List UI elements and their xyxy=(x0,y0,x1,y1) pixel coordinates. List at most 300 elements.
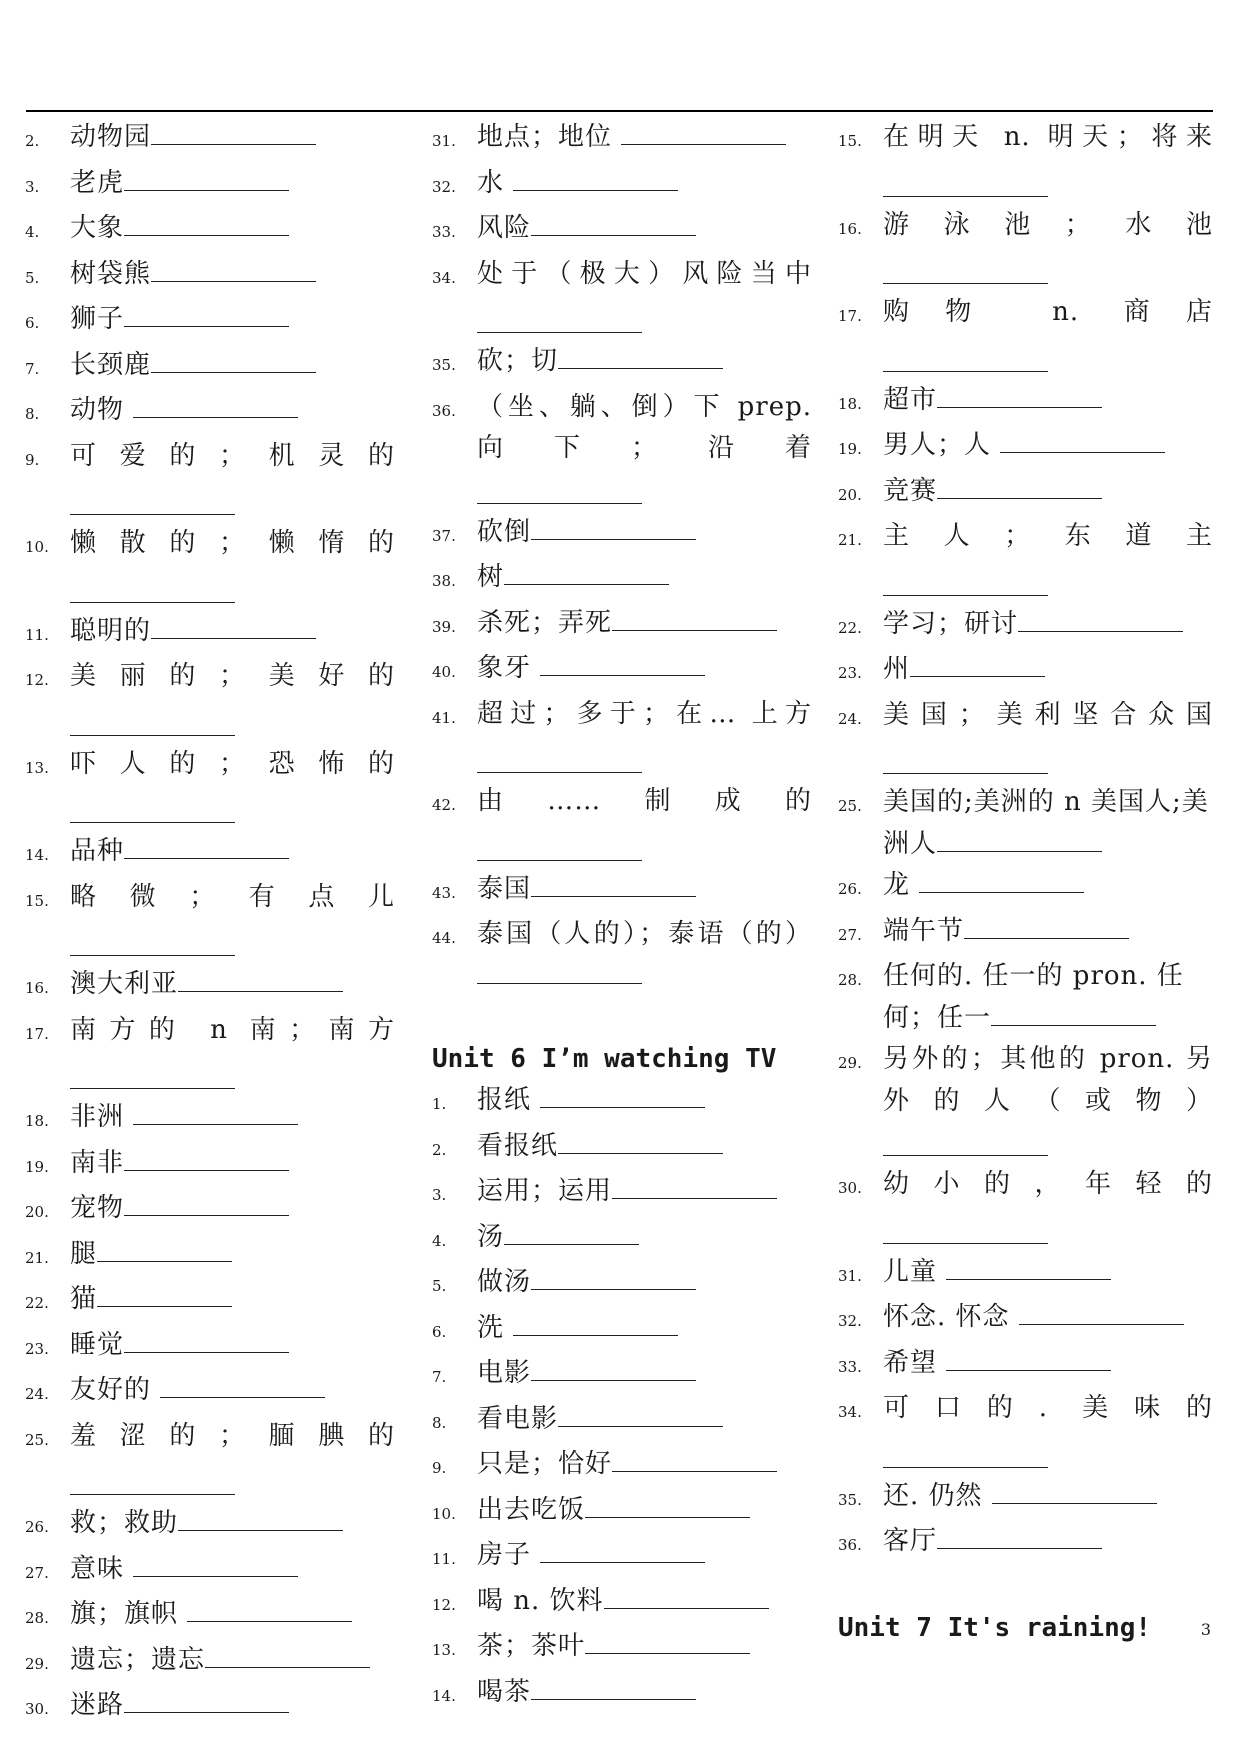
item-number: 39. xyxy=(432,617,456,636)
item-number: 16. xyxy=(25,979,49,997)
item-text xyxy=(477,1535,812,1577)
answer-blank[interactable] xyxy=(992,1477,1157,1504)
answer-blank[interactable] xyxy=(70,1467,235,1495)
item-label: 美国的;美洲的 n 美国人;美洲人 xyxy=(883,787,1209,859)
item-text xyxy=(477,1080,812,1122)
item-label: 腿 xyxy=(70,1238,98,1269)
item-text xyxy=(70,1503,395,1545)
item-text xyxy=(70,1325,395,1367)
answer-blank[interactable] xyxy=(585,1627,750,1654)
answer-line-row xyxy=(838,1434,1213,1476)
answer-blank[interactable] xyxy=(531,1354,696,1381)
item-text xyxy=(70,299,395,341)
item-number: 28. xyxy=(838,971,862,989)
item-text xyxy=(70,436,395,478)
answer-line-holder xyxy=(883,1122,1213,1164)
vocab-item xyxy=(432,1444,812,1490)
answer-blank[interactable] xyxy=(540,1081,705,1108)
vocab-item xyxy=(432,603,812,649)
indent xyxy=(838,1210,883,1214)
vocab-item xyxy=(25,1503,395,1549)
vocab-item xyxy=(838,1476,1213,1522)
vocab-item xyxy=(25,345,395,391)
item-text xyxy=(70,1594,395,1636)
vocab-item xyxy=(432,117,812,163)
indent xyxy=(838,338,883,342)
vocab-item xyxy=(25,1097,395,1143)
vocab-item xyxy=(432,1399,812,1445)
vocab-item xyxy=(25,1279,395,1325)
item-number: 12. xyxy=(432,1595,456,1614)
vocab-item xyxy=(838,117,1213,163)
vocab-item xyxy=(25,1416,395,1462)
answer-blank[interactable] xyxy=(477,476,642,504)
indent xyxy=(838,163,883,167)
item-number: 36. xyxy=(432,401,456,420)
item-text xyxy=(70,611,395,653)
answer-line-holder xyxy=(883,338,1213,380)
vocab-item xyxy=(432,781,812,827)
vocab-item xyxy=(432,694,812,740)
answer-line-holder xyxy=(70,569,395,611)
item-text xyxy=(70,163,395,205)
item-number: 24. xyxy=(838,709,862,728)
item-number: 20. xyxy=(25,1203,49,1221)
answer-blank[interactable] xyxy=(937,1522,1102,1549)
answer-blank[interactable] xyxy=(883,1128,1048,1156)
item-text xyxy=(477,557,812,599)
answer-line-holder xyxy=(70,481,395,523)
answer-blank[interactable] xyxy=(513,164,678,191)
vocab-item xyxy=(432,1626,812,1672)
item-text xyxy=(70,1143,395,1185)
answer-blank[interactable] xyxy=(504,1218,639,1245)
vocab-item xyxy=(432,869,812,915)
answer-blank[interactable] xyxy=(604,1582,769,1609)
item-label: 猫 xyxy=(70,1284,98,1314)
answer-blank[interactable] xyxy=(178,965,343,992)
vocab-item xyxy=(838,1521,1213,1567)
item-label: 任何的. 任一的 pron. 任何；任一 xyxy=(883,961,1184,1033)
item-number: 31. xyxy=(838,1266,862,1285)
answer-blank[interactable] xyxy=(621,118,786,145)
item-label: 游泳池；水池 xyxy=(883,209,1213,240)
item-label: 杀死；弄死 xyxy=(477,607,613,638)
indent xyxy=(25,1055,70,1059)
vocab-item xyxy=(25,299,395,345)
item-text xyxy=(883,292,1213,334)
item-number: 33. xyxy=(838,1357,862,1376)
answer-blank[interactable] xyxy=(612,1445,777,1472)
item-number: 25. xyxy=(838,797,862,815)
item-label: 砍；切 xyxy=(477,346,559,376)
item-text xyxy=(883,1252,1213,1294)
item-label: 看报纸 xyxy=(477,1130,559,1161)
answer-blank[interactable] xyxy=(883,746,1048,774)
answer-blank[interactable] xyxy=(477,305,642,333)
item-text xyxy=(883,956,1213,1039)
vocab-item xyxy=(838,1164,1213,1210)
item-number: 13. xyxy=(25,758,49,777)
item-label: 美丽的；美好的 xyxy=(70,661,395,691)
item-label: 男人；人 xyxy=(883,430,1001,460)
item-number: 13. xyxy=(432,1641,456,1659)
answer-blank[interactable] xyxy=(70,795,235,823)
answer-blank[interactable] xyxy=(883,169,1048,197)
answer-blank[interactable] xyxy=(124,300,289,327)
answer-blank[interactable] xyxy=(585,1491,750,1518)
column-1 xyxy=(25,117,395,1731)
item-label: 羞涩的；腼腆的 xyxy=(70,1420,395,1451)
vocab-item xyxy=(838,425,1213,471)
vocab-item xyxy=(25,523,395,569)
item-text xyxy=(883,471,1213,513)
item-text xyxy=(477,387,812,470)
item-text xyxy=(883,695,1213,737)
item-text xyxy=(70,208,395,250)
item-text xyxy=(477,208,812,250)
answer-blank[interactable] xyxy=(883,344,1048,372)
item-text xyxy=(883,1388,1213,1430)
answer-blank[interactable] xyxy=(612,604,777,631)
answer-blank[interactable] xyxy=(1000,426,1165,453)
item-text xyxy=(883,425,1213,467)
item-number: 28. xyxy=(25,1609,49,1627)
item-number: 24. xyxy=(25,1385,49,1403)
item-text xyxy=(70,117,395,159)
indent xyxy=(25,702,70,706)
answer-blank[interactable] xyxy=(151,118,316,145)
answer-blank[interactable] xyxy=(124,1326,289,1353)
item-number: 38. xyxy=(432,572,456,590)
vocab-item xyxy=(25,117,395,163)
answer-blank[interactable] xyxy=(178,1504,343,1531)
answer-blank[interactable] xyxy=(883,1216,1048,1244)
item-number: 25. xyxy=(25,1430,49,1449)
answer-line-row xyxy=(838,338,1213,380)
item-label: 可口的. 美味的 xyxy=(883,1393,1213,1423)
item-number: 37. xyxy=(432,526,456,545)
vocab-item xyxy=(25,964,395,1010)
item-number: 8. xyxy=(432,1413,447,1432)
item-label: 希望 xyxy=(883,1347,947,1378)
page-number: 3 xyxy=(1200,1620,1211,1639)
item-number: 10. xyxy=(432,1504,456,1523)
item-text xyxy=(70,1640,395,1682)
answer-line-holder xyxy=(883,163,1213,205)
vocab-item xyxy=(25,656,395,702)
answer-blank[interactable] xyxy=(187,1595,352,1622)
item-number: 41. xyxy=(432,708,456,727)
vocab-item xyxy=(25,254,395,300)
vocab-item xyxy=(25,1640,395,1686)
answer-blank[interactable] xyxy=(991,999,1156,1026)
indent xyxy=(432,739,477,743)
answer-blank[interactable] xyxy=(477,745,642,773)
item-label: 房子 xyxy=(477,1540,541,1570)
answer-blank[interactable] xyxy=(151,346,316,373)
answer-blank[interactable] xyxy=(937,825,1102,852)
item-number: 32. xyxy=(432,177,456,196)
answer-blank[interactable] xyxy=(124,164,289,191)
answer-line-row xyxy=(25,569,395,611)
answer-blank[interactable] xyxy=(964,912,1129,939)
answer-blank[interactable] xyxy=(151,612,316,639)
answer-blank[interactable] xyxy=(1019,1298,1184,1325)
item-number: 29. xyxy=(838,1054,862,1072)
item-number: 5. xyxy=(25,268,40,287)
vocab-item xyxy=(25,877,395,923)
answer-blank[interactable] xyxy=(70,928,235,956)
item-number: 18. xyxy=(25,1112,49,1130)
item-text xyxy=(883,782,1213,865)
item-text xyxy=(70,656,395,698)
item-label: 南非 xyxy=(70,1147,125,1178)
column-3 xyxy=(838,117,1213,1650)
item-number: 40. xyxy=(432,663,456,681)
answer-blank[interactable] xyxy=(160,1371,325,1398)
item-number: 35. xyxy=(432,356,456,374)
answer-blank[interactable] xyxy=(477,957,642,984)
answer-blank[interactable] xyxy=(937,472,1102,499)
indent xyxy=(432,299,477,303)
vocab-item xyxy=(432,163,812,209)
vocab-item xyxy=(25,1325,395,1371)
item-label: 洗 xyxy=(477,1312,514,1343)
item-number: 21. xyxy=(838,531,862,549)
item-label: 聪明的 xyxy=(70,615,152,646)
item-text xyxy=(477,1262,812,1304)
item-label: 澳大利亚 xyxy=(70,969,179,999)
answer-blank[interactable] xyxy=(151,255,316,282)
vocab-item xyxy=(838,1039,1213,1122)
vocab-item xyxy=(432,1262,812,1308)
answer-blank[interactable] xyxy=(124,1144,289,1171)
vocab-item xyxy=(838,516,1213,562)
item-label: 动物 xyxy=(70,395,134,425)
vocab-item xyxy=(838,205,1213,251)
item-label: 喝茶 xyxy=(477,1676,532,1707)
answer-blank[interactable] xyxy=(124,832,289,859)
vocab-item xyxy=(838,911,1213,957)
answer-blank[interactable] xyxy=(531,513,696,540)
item-number: 14. xyxy=(432,1686,456,1705)
item-label: 学习；研讨 xyxy=(883,608,1019,639)
indent xyxy=(838,1122,883,1126)
item-label: 水 xyxy=(477,167,514,198)
item-label: 电影 xyxy=(477,1358,532,1388)
answer-blank[interactable] xyxy=(133,391,298,418)
answer-line-row xyxy=(432,739,812,781)
item-label: 喝 n. 饮料 xyxy=(477,1585,604,1616)
answer-blank[interactable] xyxy=(70,708,235,736)
answer-blank[interactable] xyxy=(540,649,705,676)
item-text xyxy=(477,1308,812,1350)
answer-blank[interactable] xyxy=(124,1189,289,1216)
answer-blank[interactable] xyxy=(133,1098,298,1125)
indent xyxy=(25,569,70,573)
vocab-item xyxy=(432,387,812,470)
answer-blank[interactable] xyxy=(513,1309,678,1336)
answer-blank[interactable] xyxy=(531,209,696,236)
answer-blank[interactable] xyxy=(540,1536,705,1563)
answer-line-holder xyxy=(70,789,395,831)
item-text xyxy=(883,1476,1213,1518)
item-number: 11. xyxy=(432,1550,456,1568)
item-text xyxy=(477,1581,812,1623)
answer-blank[interactable] xyxy=(205,1641,370,1668)
item-label: 购物 n. 商店 xyxy=(883,297,1213,327)
answer-line-holder xyxy=(477,299,812,341)
answer-line-holder xyxy=(883,250,1213,292)
answer-blank[interactable] xyxy=(97,1235,232,1262)
answer-blank[interactable] xyxy=(124,209,289,236)
answer-blank[interactable] xyxy=(124,1686,289,1713)
item-number: 2. xyxy=(432,1140,447,1159)
answer-line-holder xyxy=(883,1210,1213,1252)
item-text xyxy=(883,1343,1213,1385)
vocab-item xyxy=(838,292,1213,338)
answer-line-row xyxy=(838,1122,1213,1164)
answer-blank[interactable] xyxy=(883,1440,1048,1468)
answer-blank[interactable] xyxy=(70,1061,235,1089)
answer-line-row xyxy=(838,740,1213,782)
item-label: 略微；有点儿 xyxy=(70,881,395,912)
vocab-item xyxy=(432,208,812,254)
answer-blank[interactable] xyxy=(531,1673,696,1700)
answer-blank[interactable] xyxy=(133,1550,298,1577)
answer-blank[interactable] xyxy=(558,1400,723,1427)
item-number: 22. xyxy=(25,1294,49,1312)
item-label: 儿童 xyxy=(883,1256,947,1287)
vocab-item xyxy=(432,1535,812,1581)
item-label: 象牙 xyxy=(477,653,541,683)
item-label: 地点；地位 xyxy=(477,122,622,152)
vocab-item xyxy=(838,782,1213,865)
item-label: 只是；恰好 xyxy=(477,1449,613,1479)
item-label: 龙 xyxy=(883,870,920,900)
answer-blank[interactable] xyxy=(910,650,1045,677)
answer-blank[interactable] xyxy=(937,381,1102,408)
answer-line-holder xyxy=(477,470,812,512)
vocab-item xyxy=(432,648,812,694)
answer-line-row xyxy=(838,562,1213,604)
answer-blank[interactable] xyxy=(946,1253,1111,1280)
vocab-item xyxy=(432,512,812,558)
item-number: 32. xyxy=(838,1312,862,1330)
answer-blank[interactable] xyxy=(97,1280,232,1307)
answer-blank[interactable] xyxy=(70,575,235,603)
answer-blank[interactable] xyxy=(531,870,696,897)
item-label: （坐、躺、倒）下 prep. 向下；沿着 xyxy=(477,391,812,463)
item-text xyxy=(477,603,812,645)
item-number: 7. xyxy=(25,359,40,378)
item-label: 老虎 xyxy=(70,167,125,198)
item-text xyxy=(477,694,812,736)
item-label: 品种 xyxy=(70,836,125,866)
item-number: 10. xyxy=(25,538,49,556)
answer-blank[interactable] xyxy=(919,866,1084,893)
item-label: 超市 xyxy=(883,384,938,415)
answer-line-holder xyxy=(70,1055,395,1097)
item-label: 遗忘；遗忘 xyxy=(70,1644,206,1675)
item-number: 19. xyxy=(838,440,862,458)
item-label: 泰国（人的）；泰语（的） xyxy=(477,919,812,949)
item-label: 处于（极大）风险当中 xyxy=(477,258,812,289)
vocab-item xyxy=(432,1353,812,1399)
answer-blank[interactable] xyxy=(558,342,723,369)
column-2 xyxy=(432,117,812,1717)
answer-line-holder xyxy=(70,702,395,744)
item-number: 27. xyxy=(838,925,862,944)
item-label: 看电影 xyxy=(477,1403,559,1434)
item-label: 长颈鹿 xyxy=(70,349,152,380)
answer-blank[interactable] xyxy=(883,256,1048,284)
item-label: 救；救助 xyxy=(70,1508,179,1538)
item-label: 做汤 xyxy=(477,1267,532,1297)
item-text xyxy=(883,911,1213,953)
answer-blank[interactable] xyxy=(946,1344,1111,1371)
item-text xyxy=(883,117,1213,159)
answer-blank[interactable] xyxy=(531,1263,696,1290)
item-label: 美国；美利坚合众国 xyxy=(883,699,1213,730)
item-text xyxy=(883,205,1213,247)
vocab-item xyxy=(25,744,395,790)
answer-line-row xyxy=(838,250,1213,292)
answer-blank[interactable] xyxy=(70,487,235,515)
item-text xyxy=(477,781,812,823)
item-text xyxy=(477,1626,812,1668)
item-label: 在明天 n. 明天；将来 xyxy=(883,122,1213,152)
unit-heading: Unit 7 It's raining! xyxy=(838,1613,1152,1643)
item-number: 26. xyxy=(838,880,862,898)
item-text xyxy=(883,1521,1213,1563)
item-text xyxy=(70,877,395,919)
vocab-item xyxy=(838,380,1213,426)
answer-blank[interactable] xyxy=(558,1127,723,1154)
answer-blank[interactable] xyxy=(1018,605,1183,632)
vocab-item xyxy=(25,1234,395,1280)
item-label: 茶；茶叶 xyxy=(477,1631,586,1661)
unit-heading: Unit 6 I’m watching TV xyxy=(432,1043,777,1074)
vocab-item xyxy=(838,865,1213,911)
item-number: 19. xyxy=(25,1157,49,1176)
item-label: 大象 xyxy=(70,213,125,243)
answer-blank[interactable] xyxy=(504,558,669,585)
item-number: 15. xyxy=(25,891,49,910)
item-text xyxy=(477,1399,812,1441)
item-text xyxy=(883,604,1213,646)
item-text xyxy=(70,523,395,565)
vocab-item xyxy=(432,1581,812,1627)
answer-blank[interactable] xyxy=(883,568,1048,596)
item-number: 18. xyxy=(838,394,862,413)
item-text xyxy=(70,831,395,873)
item-label: 州 xyxy=(883,654,911,684)
item-label: 客厅 xyxy=(883,1526,938,1556)
vocab-item xyxy=(25,436,395,482)
answer-line-holder xyxy=(70,1461,395,1503)
vocab-item xyxy=(25,1685,395,1731)
indent xyxy=(432,827,477,831)
item-number: 36. xyxy=(838,1536,862,1554)
item-text xyxy=(883,1297,1213,1339)
header-rule xyxy=(26,110,1213,112)
item-label: 出去吃饭 xyxy=(477,1494,586,1525)
answer-blank[interactable] xyxy=(612,1172,777,1199)
item-text xyxy=(70,1097,395,1139)
answer-blank[interactable] xyxy=(477,833,642,861)
